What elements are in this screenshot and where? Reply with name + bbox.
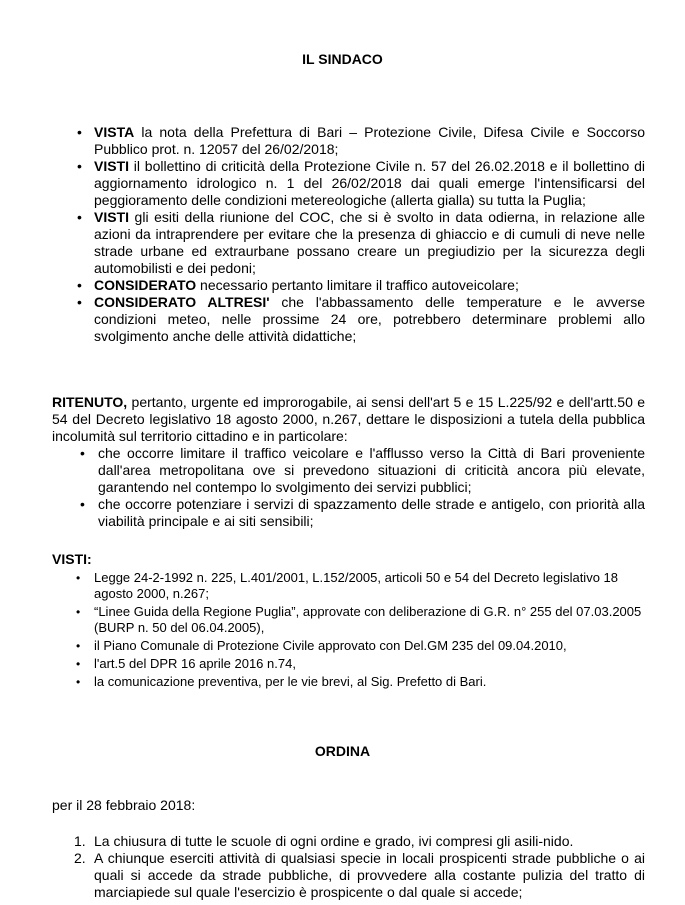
premises-list xyxy=(52,124,645,345)
visti-item: • l'art.5 del DPR 16 aprile 2016 n.74, xyxy=(76,656,296,671)
visti-item: • il Piano Comunale di Protezione Civile approvato con Del.GM 235 del 09.04.2010, xyxy=(76,638,567,653)
premise-item: • CONSIDERATO ALTRESI' che l'abbassamento delle temperature e le avverse condizioni meteo, nelle prossime 24 ore, potrebbero determinare problemi allo svolgimento anche delle attività didattiche; xyxy=(77,294,645,344)
premise-item: • CONSIDERATO necessario pertanto limitare il traffico autoveicolare; xyxy=(77,277,519,293)
bullet-icon: • xyxy=(77,294,82,310)
bullet-icon: • xyxy=(77,158,82,174)
premise-item: • VISTI gli esiti della riunione del COC, che si è svolto in data odierna, in relazione alle azioni da intraprendere per evitare che la presenza di ghiaccio e di cumuli di neve nelle strade urbane ed extraurbane possano creare un pregiudizio per la sicurezza degli automobilisti e dei pedoni; xyxy=(77,209,645,276)
ritenuto-list xyxy=(52,445,645,530)
ritenuto-item: • che occorre potenziare i servizi di spazzamento delle strade e antigelo, con priorità alla viabilità principale e ai siti sensibili; xyxy=(80,496,645,529)
bullet-icon: • xyxy=(77,209,82,225)
visti-list xyxy=(52,570,645,690)
visti-item: • Legge 24-2-1992 n. 225, L.401/2001, L.152/2005, articoli 50 e 54 del Decreto legislativo 18 agosto 2000, n.267; xyxy=(76,570,618,601)
document-title: IL SINDACO xyxy=(302,51,383,67)
bullet-icon: • xyxy=(80,445,85,461)
bullet-icon: • xyxy=(76,657,81,671)
ritenuto-paragraph: RITENUTO, pertanto, urgente ed improrogabile, ai sensi dell'art 5 e 15 L.225/92 e dell'artt.50 e 54 del Decreto legislativo 18 agosto 2000, n.267, dettare le disposizioni a tutela della pubblica incolumità sul territorio cittadino e in particolare: xyxy=(52,394,645,444)
ritenuto-item: • che occorre limitare il traffico veicolare e l'afflusso verso la Città di Bari proveniente dall'area metropolitana ove si prevedono situazioni di criticità ancora più elevate, garantendo nel contempo lo svolgimento dei servizi pubblici; xyxy=(80,445,645,495)
ordina-heading: ORDINA xyxy=(314,743,371,759)
bullet-icon: • xyxy=(76,675,81,689)
ordina-list xyxy=(52,833,645,901)
bullet-icon: • xyxy=(76,639,81,653)
bullet-icon: • xyxy=(77,277,82,293)
visti-item: • la comunicazione preventiva, per le vie brevi, al Sig. Prefetto di Bari. xyxy=(76,674,487,689)
ordina-date-line: per il 28 febbraio 2018: xyxy=(52,797,196,813)
bullet-icon: • xyxy=(80,496,85,512)
visti-heading: VISTI: xyxy=(52,551,92,567)
visti-item: • “Linee Guida della Regione Puglia”, approvate con deliberazione di G.R. n° 255 del 07.03.2005 (BURP n. 50 del 06.04.2005), xyxy=(76,604,642,635)
ordina-item: 2. A chiunque eserciti attività di qualsiasi specie in locali prospicenti strade pubbliche o ai quali si accede da strade pubbliche, di provvedere alla costante pulizia del tratto di marciapiede sul quale l'esercizio è prospicente o dal quale si accede; xyxy=(74,850,645,900)
bullet-icon: • xyxy=(77,124,82,140)
ordina-item: 1. La chiusura di tutte le scuole di ogni ordine e grado, ivi compresi gli asili-nido. xyxy=(74,833,574,849)
premise-item: • VISTA la nota della Prefettura di Bari – Protezione Civile, Difesa Civile e Soccorso Pubblico prot. n. 12057 del 26/02/2018; xyxy=(77,124,645,157)
bullet-icon: • xyxy=(76,605,81,619)
premise-item: • VISTI il bollettino di criticità della Protezione Civile n. 57 del 26.02.2018 e il bollettino di aggiornamento idrologico n. 1 del 26/02/2018 dai quali emerge l'intensificarsi del peggioramento delle condizioni metereologiche (allerta gialla) su tutta la Puglia; xyxy=(77,158,645,208)
bullet-icon: • xyxy=(76,571,81,585)
